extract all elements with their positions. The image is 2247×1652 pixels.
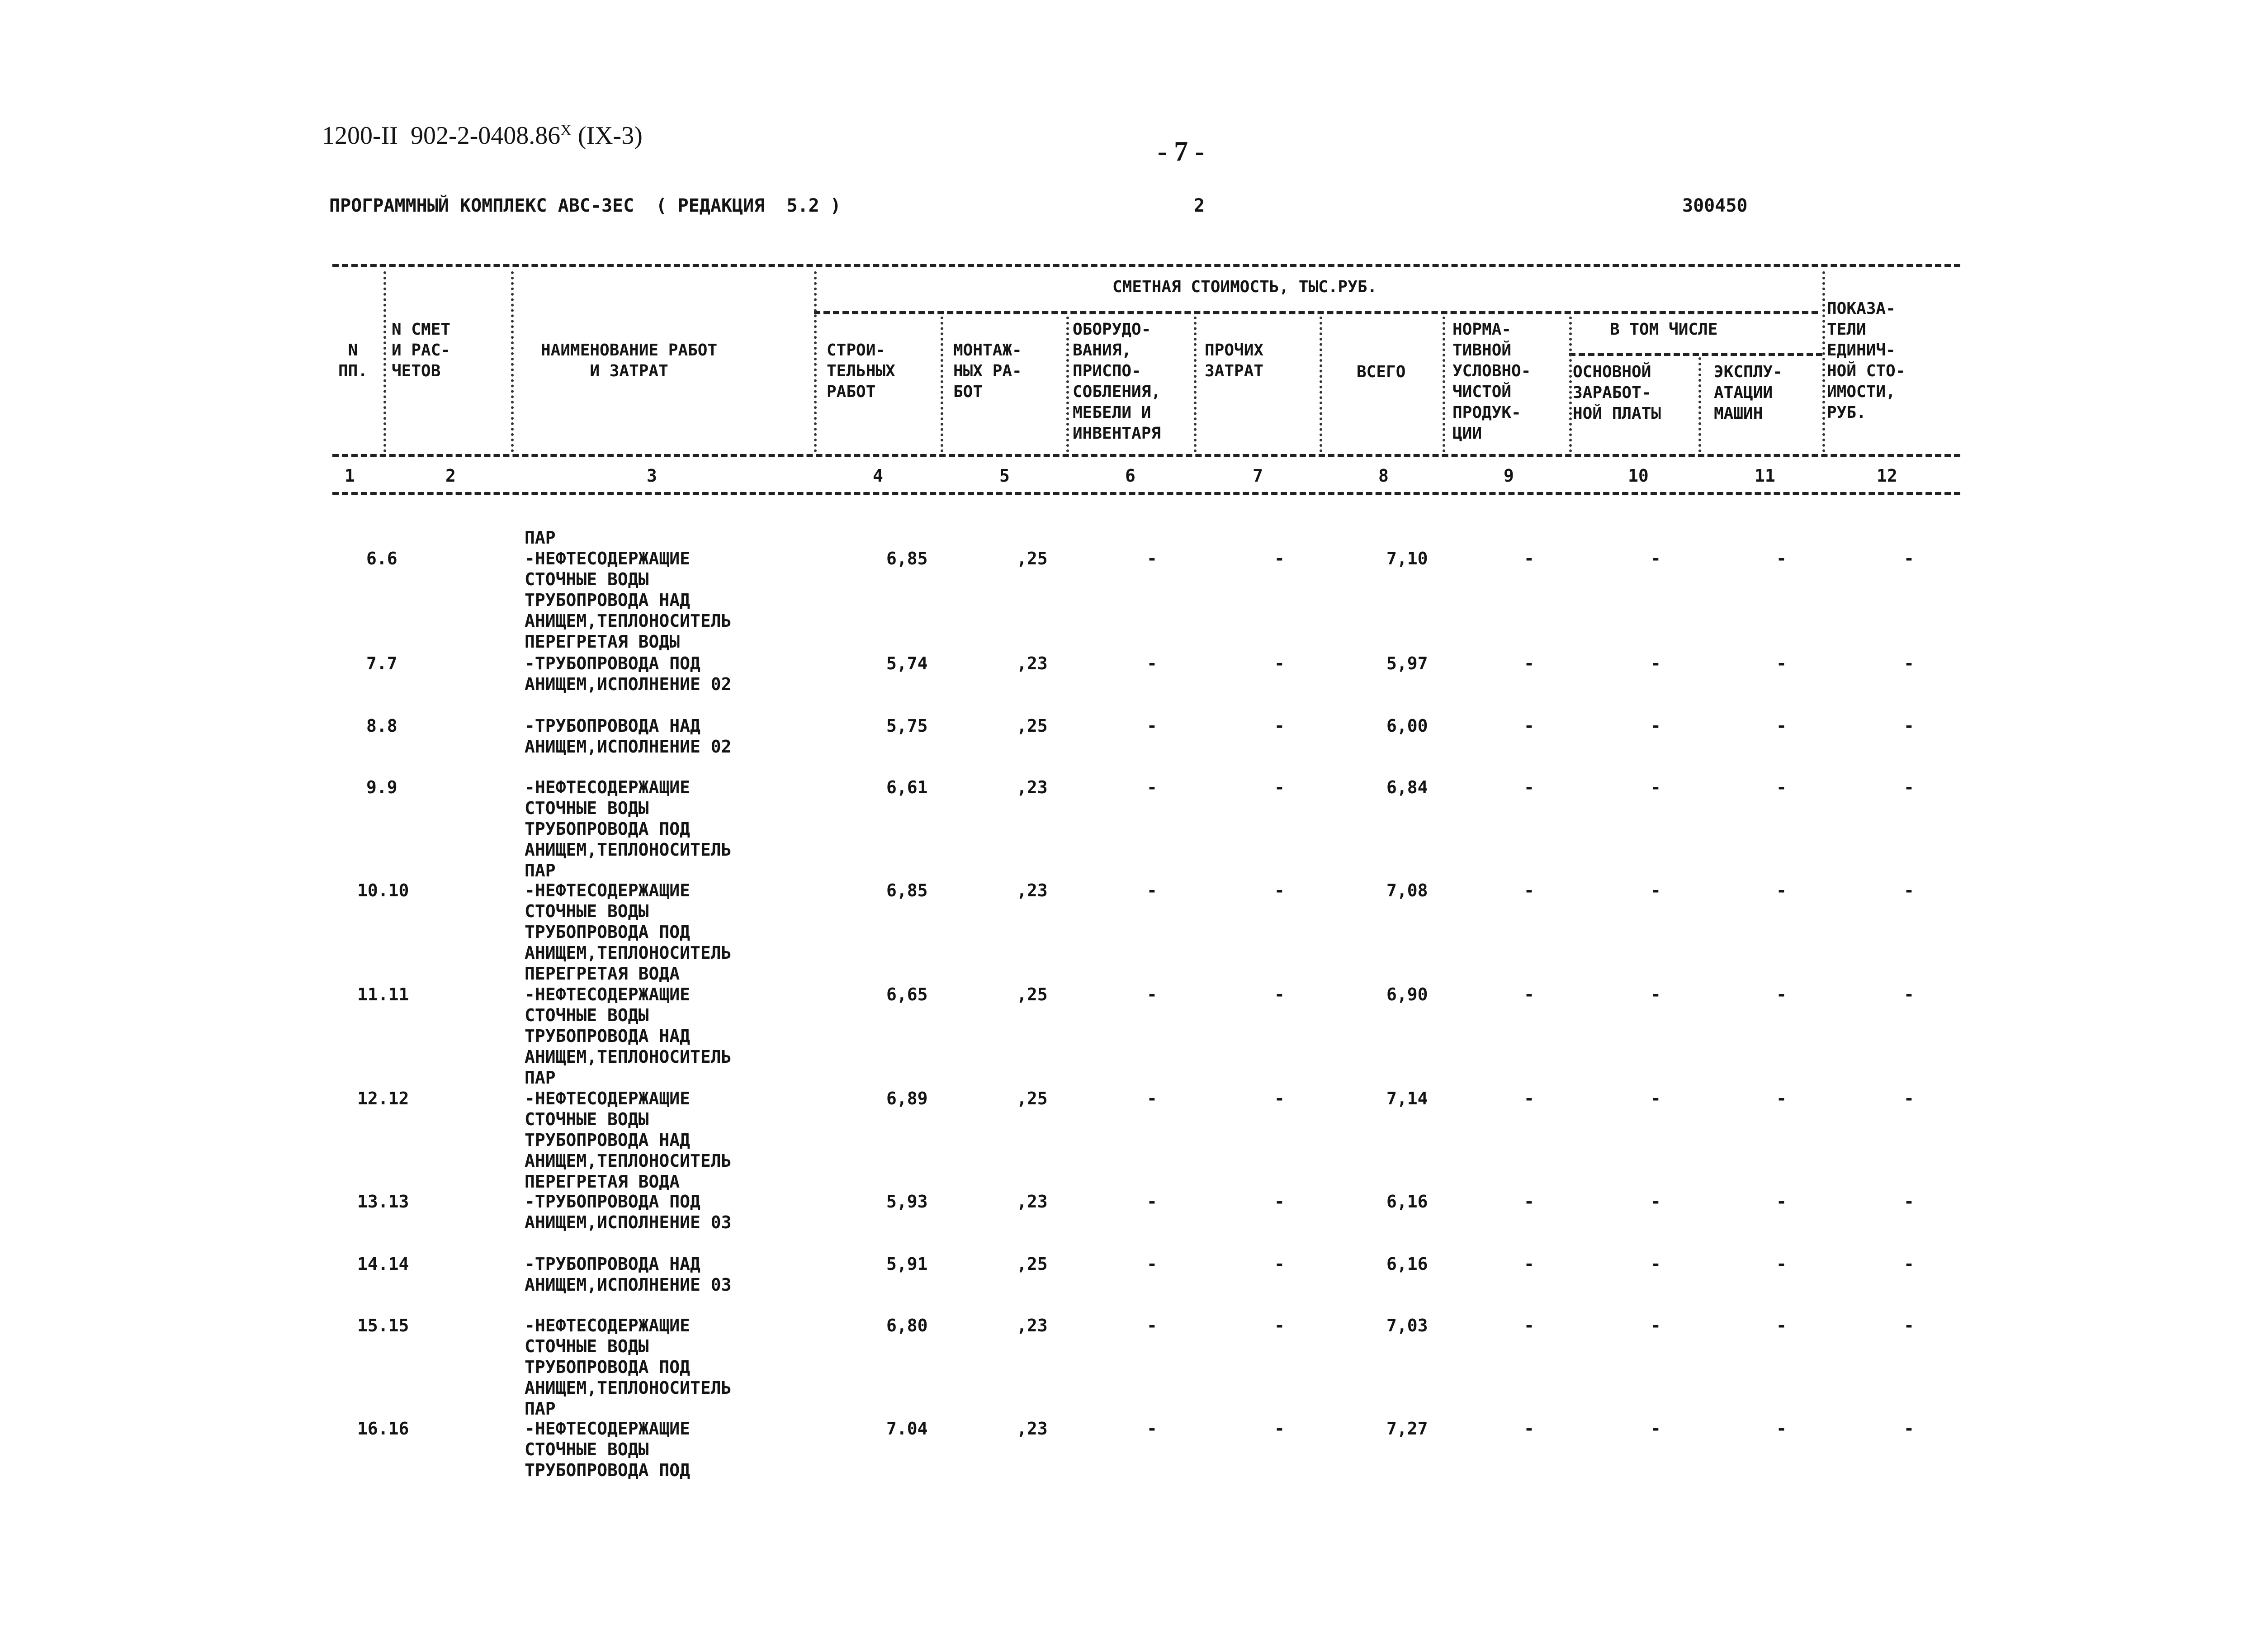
- row-number: 14.14: [357, 1254, 409, 1274]
- wage-cost: -: [1651, 777, 1661, 797]
- machine-cost: -: [1776, 777, 1787, 797]
- work-name: -ТРУБОПРОВОДА НАД АНИЩЕМ,ИСПОЛНЕНИЕ 03: [525, 1254, 732, 1295]
- unit-indicator: -: [1904, 880, 1914, 900]
- row-number: 10.10: [357, 880, 409, 900]
- col-header-n: N ПП.: [338, 341, 368, 380]
- wage-cost: -: [1651, 985, 1661, 1004]
- mount-cost: ,23: [1017, 1419, 1048, 1439]
- unit-indicator: -: [1904, 1419, 1914, 1439]
- wage-cost: -: [1651, 1192, 1661, 1212]
- wage-cost: -: [1651, 1254, 1661, 1274]
- other-cost: -: [1274, 1254, 1285, 1274]
- table-top-rule: [332, 264, 1960, 267]
- col-header-norm: НОРМА- ТИВНОЙ УСЛОВНО- ЧИСТОЙ ПРОДУК- ЦИИ: [1452, 320, 1531, 443]
- col-separator: [941, 317, 943, 452]
- machine-cost: -: [1776, 985, 1787, 1004]
- equip-cost: -: [1147, 1192, 1157, 1212]
- total-cost: 6,84: [1386, 777, 1428, 797]
- machine-cost: -: [1776, 1419, 1787, 1439]
- col-header-indicator: ПОКАЗА- ТЕЛИ ЕДИНИЧ- НОЙ СТО- ИМОСТИ, РУБ.: [1827, 299, 1906, 422]
- norm-production: -: [1524, 1419, 1534, 1439]
- machine-cost: -: [1776, 1254, 1787, 1274]
- equip-cost: -: [1147, 549, 1157, 568]
- col-number: 12: [1877, 466, 1897, 486]
- total-cost: 7,14: [1386, 1089, 1428, 1108]
- other-cost: -: [1274, 880, 1285, 900]
- col-separator: [383, 271, 386, 452]
- other-cost: -: [1274, 653, 1285, 673]
- equip-cost: -: [1147, 880, 1157, 900]
- work-name: -НЕФТЕСОДЕРЖАЩИЕ СТОЧНЫЕ ВОДЫ ТРУБОПРОВОДА ПОД АНИЩЕМ,ТЕПЛОНОСИТЕЛЬ ПЕРЕГРЕТАЯ ВОДА: [525, 880, 732, 984]
- other-cost: -: [1274, 1316, 1285, 1335]
- build-cost: 6,85: [886, 549, 928, 568]
- other-cost: -: [1274, 777, 1285, 797]
- page-number: - 7 -: [1158, 136, 1205, 167]
- norm-production: -: [1524, 653, 1534, 673]
- col-header-build: СТРОИ- ТЕЛЬНЫХ РАБОТ: [827, 341, 895, 401]
- norm-production: -: [1524, 880, 1534, 900]
- col-number: 10: [1628, 466, 1649, 486]
- col-header-equip: ОБОРУДО- ВАНИЯ, ПРИСПО- СОБЛЕНИЯ, МЕБЕЛИ И ИНВЕНТАРЯ: [1073, 320, 1161, 443]
- doc-number: 300450: [1682, 195, 1748, 216]
- mount-cost: ,25: [1017, 716, 1048, 736]
- wage-cost: -: [1651, 1089, 1661, 1108]
- mount-cost: ,23: [1017, 1192, 1048, 1212]
- other-cost: -: [1274, 1419, 1285, 1439]
- colnum-bottom-rule: [332, 492, 1960, 495]
- col-separator: [1320, 317, 1322, 452]
- work-name: -ТРУБОПРОВОДА НАД АНИЩЕМ,ИСПОЛНЕНИЕ 02: [525, 716, 732, 757]
- row-number: 11.11: [357, 985, 409, 1004]
- incl-header: В ТОМ ЧИСЛЕ: [1610, 320, 1718, 339]
- col-number: 1: [345, 466, 355, 486]
- norm-production: -: [1524, 777, 1534, 797]
- work-name: -ТРУБОПРОВОДА ПОД АНИЩЕМ,ИСПОЛНЕНИЕ 03: [525, 1192, 732, 1232]
- col-separator: [511, 271, 514, 452]
- row-number: 7.7: [366, 653, 397, 673]
- col-separator: [1066, 317, 1069, 452]
- work-name: -НЕФТЕСОДЕРЖАЩИЕ СТОЧНЫЕ ВОДЫ ТРУБОПРОВОДА НАД АНИЩЕМ,ТЕПЛОНОСИТЕЛЬ ПЕРЕГРЕТАЯ ВОДА: [525, 1089, 732, 1192]
- total-cost: 6,16: [1386, 1192, 1428, 1212]
- col-header-estimate: N СМЕТ И РАС- ЧЕТОВ: [392, 320, 451, 380]
- total-cost: 6,90: [1386, 985, 1428, 1004]
- equip-cost: -: [1147, 1419, 1157, 1439]
- mount-cost: ,23: [1017, 880, 1048, 900]
- col-number: 3: [647, 466, 657, 486]
- wage-cost: -: [1651, 716, 1661, 736]
- col-header-mach: ЭКСПЛУ- АТАЦИИ МАШИН: [1714, 363, 1783, 423]
- total-cost: 7,03: [1386, 1316, 1428, 1335]
- equip-cost: -: [1147, 1316, 1157, 1335]
- col-separator: [1698, 357, 1701, 452]
- wage-cost: -: [1651, 1316, 1661, 1335]
- group-header-rule: [814, 311, 1818, 314]
- norm-production: -: [1524, 716, 1534, 736]
- build-cost: 6,85: [886, 880, 928, 900]
- unit-indicator: -: [1904, 1089, 1914, 1108]
- row-number: 12.12: [357, 1089, 409, 1108]
- machine-cost: -: [1776, 653, 1787, 673]
- wage-cost: -: [1651, 549, 1661, 568]
- col-header-total: ВСЕГО: [1357, 363, 1406, 381]
- col-number: 2: [445, 466, 456, 486]
- row-number: 8.8: [366, 716, 397, 736]
- col-header-other: ПРОЧИХ ЗАТРАТ: [1205, 341, 1264, 380]
- equip-cost: -: [1147, 985, 1157, 1004]
- wage-cost: -: [1651, 1419, 1661, 1439]
- col-number: 5: [999, 466, 1010, 486]
- build-cost: 6,80: [886, 1316, 928, 1335]
- other-cost: -: [1274, 1192, 1285, 1212]
- col-number: 6: [1125, 466, 1135, 486]
- machine-cost: -: [1776, 1089, 1787, 1108]
- program-line: ПРОГРАММНЫЙ КОМПЛЕКС АВС-ЗЕС ( РЕДАКЦИЯ 5.2 ): [329, 195, 841, 216]
- work-name: -НЕФТЕСОДЕРЖАЩИЕ СТОЧНЫЕ ВОДЫ ТРУБОПРОВОДА ПОД АНИЩЕМ,ТЕПЛОНОСИТЕЛЬ ПАР: [525, 1316, 732, 1419]
- total-cost: 6,16: [1386, 1254, 1428, 1274]
- unit-indicator: -: [1904, 1254, 1914, 1274]
- group-header: СМЕТНАЯ СТОИМОСТЬ, ТЫС.РУБ.: [1112, 278, 1377, 296]
- col-header-name: НАИМЕНОВАНИЕ РАБОТ И ЗАТРАТ: [541, 341, 718, 380]
- col-separator: [1569, 317, 1572, 452]
- build-cost: 5,91: [886, 1254, 928, 1274]
- wage-cost: -: [1651, 653, 1661, 673]
- col-separator: [814, 271, 817, 452]
- col-number: 7: [1253, 466, 1263, 486]
- build-cost: 6,61: [886, 777, 928, 797]
- machine-cost: -: [1776, 549, 1787, 568]
- wage-cost: -: [1651, 880, 1661, 900]
- norm-production: -: [1524, 1316, 1534, 1335]
- total-cost: 7,08: [1386, 880, 1428, 900]
- other-cost: -: [1274, 716, 1285, 736]
- machine-cost: -: [1776, 716, 1787, 736]
- unit-indicator: -: [1904, 985, 1914, 1004]
- col-header-mount: МОНТАЖ- НЫХ РА- БОТ: [953, 341, 1022, 401]
- machine-cost: -: [1776, 1192, 1787, 1212]
- equip-cost: -: [1147, 777, 1157, 797]
- norm-production: -: [1524, 1192, 1534, 1212]
- row-number: 6.6: [366, 549, 397, 568]
- equip-cost: -: [1147, 1089, 1157, 1108]
- mount-cost: ,25: [1017, 1089, 1048, 1108]
- col-number: 11: [1755, 466, 1775, 486]
- col-separator: [1822, 271, 1825, 452]
- work-name: -НЕФТЕСОДЕРЖАЩИЕ СТОЧНЫЕ ВОДЫ ТРУБОПРОВОДА ПОД АНИЩЕМ,ТЕПЛОНОСИТЕЛЬ ПАР: [525, 777, 732, 880]
- mount-cost: ,25: [1017, 549, 1048, 568]
- build-cost: 5,75: [886, 716, 928, 736]
- build-cost: 5,74: [886, 653, 928, 673]
- other-cost: -: [1274, 985, 1285, 1004]
- total-cost: 7,27: [1386, 1419, 1428, 1439]
- col-header-wage: ОСНОВНОЙ ЗАРАБОТ- НОЙ ПЛАТЫ: [1573, 363, 1661, 423]
- other-cost: -: [1274, 549, 1285, 568]
- row-number: 15.15: [357, 1316, 409, 1335]
- work-name: -ТРУБОПРОВОДА ПОД АНИЩЕМ,ИСПОЛНЕНИЕ 02: [525, 653, 732, 694]
- row-number: 9.9: [366, 777, 397, 797]
- build-cost: 5,93: [886, 1192, 928, 1212]
- mount-cost: ,25: [1017, 1254, 1048, 1274]
- unit-indicator: -: [1904, 653, 1914, 673]
- col-number: 4: [873, 466, 883, 486]
- incl-header-rule: [1569, 353, 1822, 356]
- total-cost: 6,00: [1386, 716, 1428, 736]
- equip-cost: -: [1147, 1254, 1157, 1274]
- norm-production: -: [1524, 549, 1534, 568]
- total-cost: 7,10: [1386, 549, 1428, 568]
- mount-cost: ,23: [1017, 653, 1048, 673]
- row-number: 13.13: [357, 1192, 409, 1212]
- total-cost: 5,97: [1386, 653, 1428, 673]
- mount-cost: ,23: [1017, 1316, 1048, 1335]
- mount-cost: ,25: [1017, 985, 1048, 1004]
- unit-indicator: -: [1904, 716, 1914, 736]
- build-cost: 7.04: [886, 1419, 928, 1439]
- header-bottom-rule: [332, 454, 1960, 457]
- norm-production: -: [1524, 1254, 1534, 1274]
- col-number: 9: [1504, 466, 1514, 486]
- other-cost: -: [1274, 1089, 1285, 1108]
- equip-cost: -: [1147, 716, 1157, 736]
- work-name: -НЕФТЕСОДЕРЖАЩИЕ СТОЧНЫЕ ВОДЫ ТРУБОПРОВОДА НАД АНИЩЕМ,ТЕПЛОНОСИТЕЛЬ ПАР: [525, 985, 732, 1088]
- unit-indicator: -: [1904, 1192, 1914, 1212]
- row-number: 16.16: [357, 1419, 409, 1439]
- document-code: 1200-II $902-2-0408.86^X$ (IX-3): [322, 122, 643, 150]
- unit-indicator: -: [1904, 777, 1914, 797]
- unit-indicator: -: [1904, 549, 1914, 568]
- program-page: 2: [1194, 195, 1205, 216]
- col-separator: [1194, 317, 1197, 452]
- work-name: -НЕФТЕСОДЕРЖАЩИЕ СТОЧНЫЕ ВОДЫ ТРУБОПРОВОДА ПОД: [525, 1419, 691, 1480]
- col-separator: [1443, 317, 1445, 452]
- unit-indicator: -: [1904, 1316, 1914, 1335]
- work-name: ПАР -НЕФТЕСОДЕРЖАЩИЕ СТОЧНЫЕ ВОДЫ ТРУБОПРОВОДА НАД АНИЩЕМ,ТЕПЛОНОСИТЕЛЬ ПЕРЕГРЕТАЯ ВОДЫ: [525, 528, 732, 652]
- equip-cost: -: [1147, 653, 1157, 673]
- build-cost: 6,89: [886, 1089, 928, 1108]
- norm-production: -: [1524, 1089, 1534, 1108]
- mount-cost: ,23: [1017, 777, 1048, 797]
- norm-production: -: [1524, 985, 1534, 1004]
- col-number: 8: [1378, 466, 1389, 486]
- machine-cost: -: [1776, 880, 1787, 900]
- machine-cost: -: [1776, 1316, 1787, 1335]
- build-cost: 6,65: [886, 985, 928, 1004]
